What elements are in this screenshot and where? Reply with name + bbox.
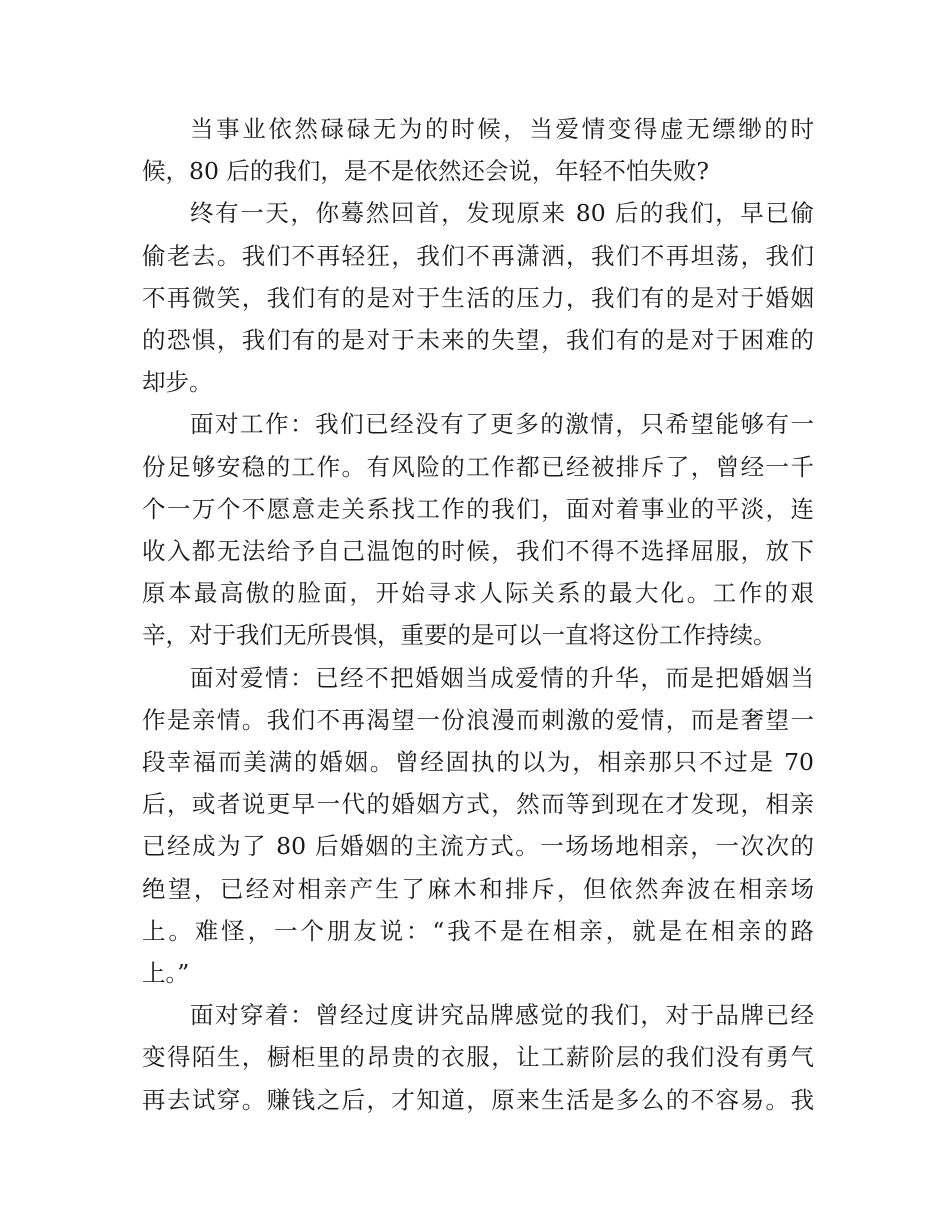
paragraph-line: 偷老去。我们不再轻狂，我们不再潇洒，我们不再坦荡，我们 (142, 241, 814, 270)
paragraph-line: 绝望，已经对相亲产生了麻木和排斥，但依然奔波在相亲场 (142, 874, 814, 903)
paragraph-line: 却步。 (142, 368, 213, 397)
paragraph-5 (142, 994, 814, 1121)
paragraph-1 (142, 108, 814, 192)
paragraph-line: 段幸福而美满的婚姻。曾经固执的以为，相亲那只不过是 70 (142, 748, 814, 777)
paragraph-line: 原本最高傲的脸面，开始寻求人际关系的最大化。工作的艰 (142, 579, 814, 608)
paragraph-line: 当事业依然碌碌无为的时候，当爱情变得虚无缥缈的时 (190, 115, 814, 143)
paragraph-line: 候，80 后的我们，是不是依然还会说，年轻不怕失败? (142, 157, 709, 186)
paragraph-line: 变得陌生，橱柜里的昂贵的衣服，让工薪阶层的我们没有勇气 (142, 1043, 814, 1072)
paragraph-line: 面对工作：我们已经没有了更多的激情，只希望能够有一 (190, 410, 814, 439)
paragraph-2 (142, 192, 814, 403)
paragraph-line: 个一万个不愿意走关系找工作的我们，面对着事业的平淡，连 (142, 494, 814, 523)
paragraph-line: 辛，对于我们无所畏惧，重要的是可以一直将这份工作持续。 (142, 621, 777, 650)
paragraph-3 (142, 403, 814, 656)
paragraph-line: 不再微笑，我们有的是对于生活的压力，我们有的是对于婚姻 (142, 283, 814, 312)
paragraph-line: 上。难怪，一个朋友说：“我不是在相亲，就是在相亲的路 (142, 916, 814, 945)
paragraph-line: 的恐惧，我们有的是对于未来的失望，我们有的是对于困难的 (142, 326, 814, 355)
paragraph-line: 面对爱情：已经不把婚姻当成爱情的升华，而是把婚姻当 (190, 663, 814, 692)
paragraph-line: 上。” (142, 959, 190, 988)
paragraph-line: 再去试穿。赚钱之后，才知道，原来生活是多么的不容易。我 (142, 1085, 814, 1114)
paragraph-line: 份足够安稳的工作。有风险的工作都已经被排斥了，曾经一千 (142, 452, 814, 481)
paragraph-line: 已经成为了 80 后婚姻的主流方式。一场场地相亲，一次次的 (142, 832, 814, 861)
paragraph-4 (142, 657, 814, 995)
document-body (142, 108, 814, 1121)
paragraph-line: 终有一天，你蓦然回首，发现原来 80 后的我们，早已偷 (190, 199, 814, 228)
paragraph-line: 作是亲情。我们不再渴望一份浪漫而刺激的爱情，而是奢望一 (142, 705, 814, 734)
paragraph-line: 后，或者说更早一代的婚姻方式，然而等到现在才发现，相亲 (142, 790, 814, 819)
paragraph-line: 收入都无法给予自己温饱的时候，我们不得不选择屈服，放下 (142, 537, 814, 566)
paragraph-line: 面对穿着：曾经过度讲究品牌感觉的我们，对于品牌已经 (190, 1001, 814, 1030)
